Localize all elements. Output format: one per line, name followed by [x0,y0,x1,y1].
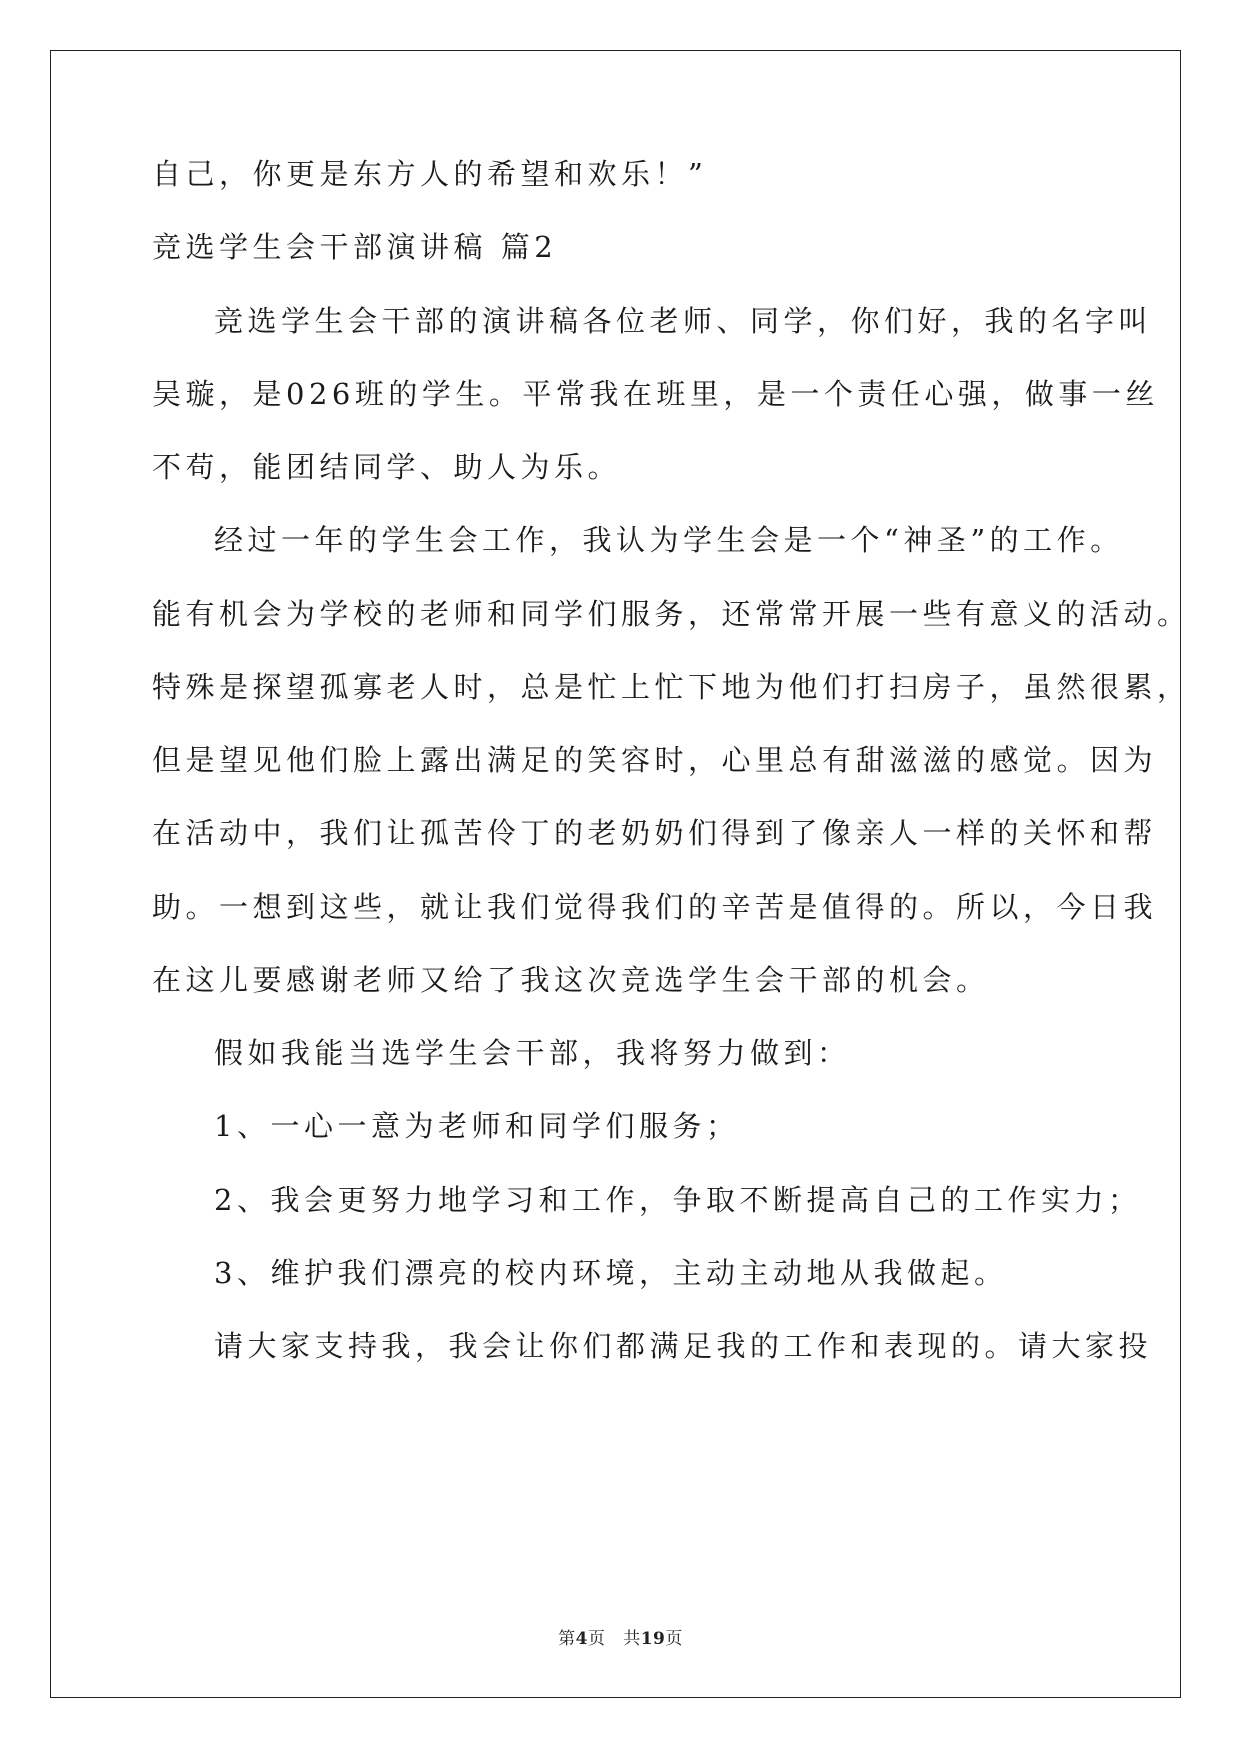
text-line: 特殊是探望孤寡老人时，总是忙上忙下地为他们打扫房子，虽然很累， [152,670,1191,704]
text-line: 不苟，能团结同学、助人为乐。 [152,450,622,484]
list-item: 3、维护我们漂亮的校内环境，主动主动地从我做起。 [214,1256,1008,1290]
page-suffix: 页 [587,1629,606,1649]
text-line: 自己，你更是东方人的希望和欢乐！” [152,157,708,191]
list-item: 2、我会更努力地学习和工作，争取不断提高自己的工作实力； [214,1183,1142,1217]
text-line: 竞选学生会干部的演讲稿各位老师、同学，你们好，我的名字叫 [214,304,1153,338]
text-line: 在这儿要感谢老师又给了我这次竞选学生会干部的机会。 [152,963,990,997]
section-heading: 竞选学生会干部演讲稿 篇2 [152,230,558,264]
text-line: 助。一想到这些，就让我们觉得我们的辛苦是值得的。所以，今日我 [152,890,1158,924]
page-number: 4 [575,1629,588,1649]
text-line: 能有机会为学校的老师和同学们服务，还常常开展一些有意义的活动。 [152,597,1191,631]
text-line: 经过一年的学生会工作，我认为学生会是一个“神圣”的工作。 [214,523,1124,557]
text-line: 请大家支持我，我会让你们都满足我的工作和表现的。请大家投 [214,1329,1153,1363]
page-footer [0,1624,1241,1649]
text-line: 假如我能当选学生会干部，我将努力做到： [214,1036,851,1070]
page-prefix: 第 [558,1629,576,1649]
text-line: 但是望见他们脸上露出满足的笑容时，心里总有甜滋滋的感觉。因为 [152,743,1158,777]
text-line: 在活动中，我们让孤苦伶丁的老奶奶们得到了像亲人一样的关怀和帮 [152,816,1158,850]
total-prefix: 共 [623,1629,641,1649]
total-suffix: 页 [665,1629,683,1649]
list-item: 1、一心一意为老师和同学们服务； [214,1109,740,1143]
text-line: 吴璇，是026班的学生。平常我在班里，是一个责任心强，做事一丝 [152,377,1159,411]
page-border [50,50,1181,1698]
total-pages: 19 [640,1629,666,1649]
